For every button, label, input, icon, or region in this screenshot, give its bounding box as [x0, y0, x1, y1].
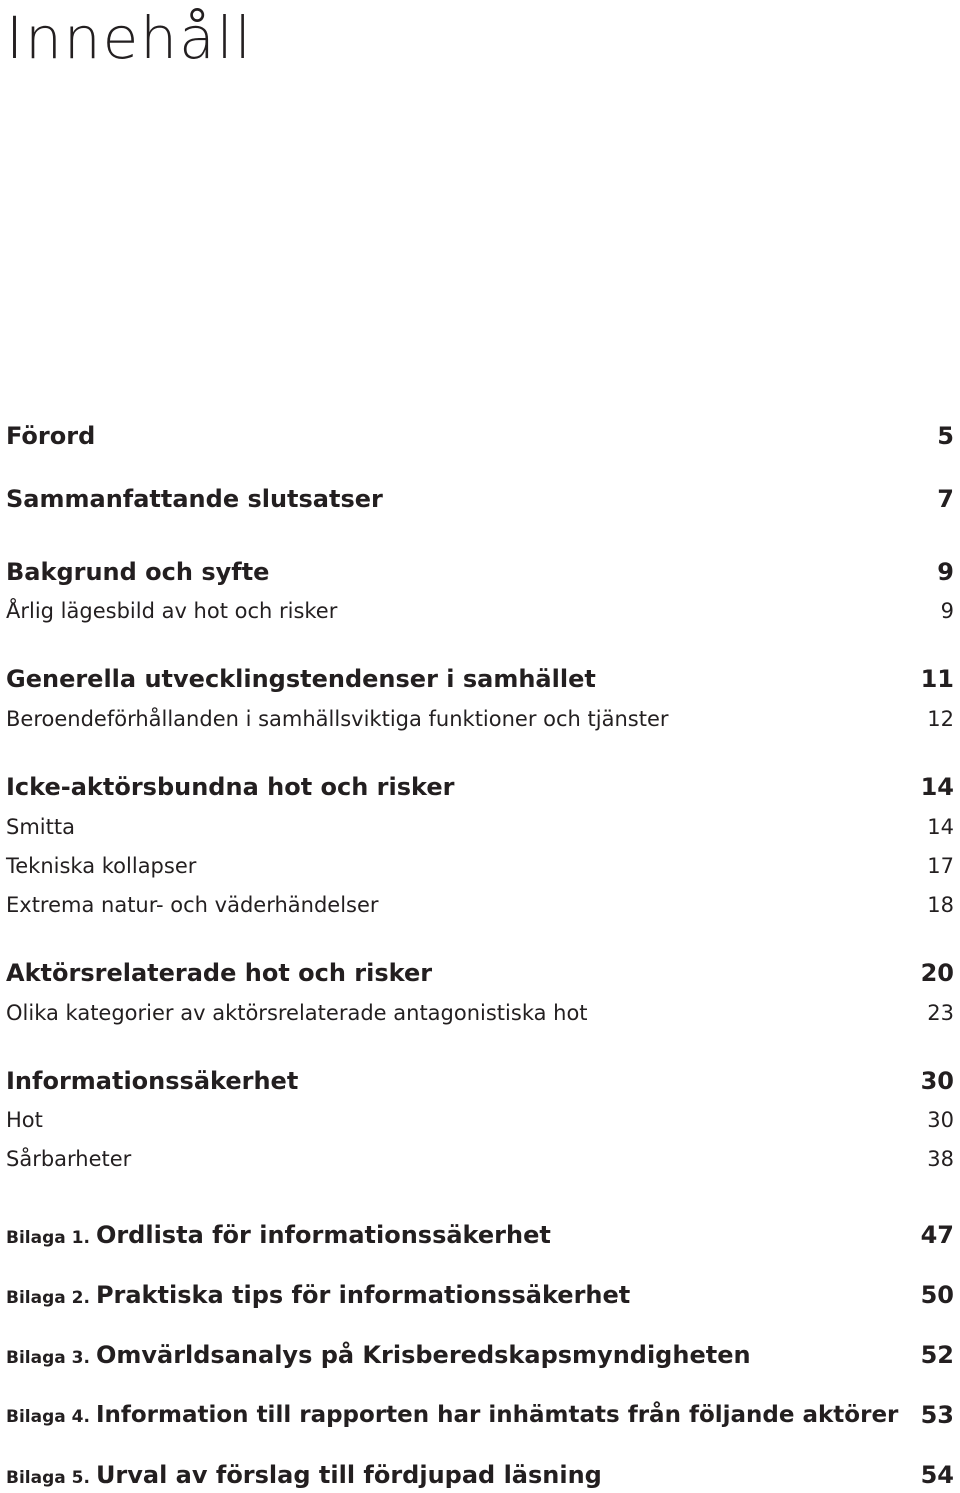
appendix-label: Urval av förslag till fördjupad läsning: [95, 1461, 602, 1489]
appendix-label: Information till rapporten har inhämtats från följande aktörer: [95, 1402, 899, 1428]
toc-entry-label: Aktörsrelaterade hot och risker: [6, 959, 433, 987]
toc-subentry-page: 18: [927, 893, 954, 917]
appendix-page: 53: [920, 1401, 954, 1429]
toc-entry-bakgrund-och-syfte[interactable]: [6, 556, 954, 588]
toc-entry-forord[interactable]: [6, 420, 954, 452]
appendix-label: Praktiska tips för informationssäkerhet: [95, 1281, 631, 1309]
toc-appendix-3[interactable]: [6, 1339, 954, 1371]
toc-entry-label: Informationssäkerhet: [6, 1067, 299, 1095]
toc-subentry-page: 9: [940, 599, 954, 623]
toc-entry-aktorsrelaterade-hot[interactable]: [6, 957, 954, 989]
toc-subentry-page: 12: [927, 707, 954, 731]
toc-entry-icke-aktorsbundna-hot[interactable]: [6, 771, 954, 803]
appendix-page: 52: [920, 1341, 954, 1369]
appendix-prefix: Bilaga 2.: [6, 1288, 90, 1308]
toc-entry-page: 5: [937, 422, 954, 450]
toc-subentry-page: 23: [927, 1001, 954, 1025]
toc-appendix-1[interactable]: [6, 1219, 954, 1251]
page-title: Innehåll: [6, 4, 253, 72]
toc-subentry-label: Olika kategorier av aktörsrelaterade antagonistiska hot: [6, 1001, 588, 1025]
appendix-prefix: Bilaga 5.: [6, 1468, 90, 1488]
appendix-label: Ordlista för informationssäkerhet: [95, 1221, 551, 1249]
toc-entry-page: 7: [937, 485, 954, 513]
toc-subentry-label: Extrema natur- och väderhändelser: [6, 893, 379, 917]
toc-subentry[interactable]: [6, 1143, 954, 1175]
toc-entry-label: Icke-aktörsbundna hot och risker: [6, 773, 455, 801]
toc-subentry-label: Hot: [6, 1108, 43, 1132]
toc-subentry-page: 14: [927, 815, 954, 839]
toc-entry-label: Förord: [6, 422, 96, 450]
toc-subentry[interactable]: [6, 889, 954, 921]
toc-appendix-4[interactable]: [6, 1399, 954, 1431]
toc-subentry[interactable]: [6, 703, 954, 735]
toc-entry-sammanfattande-slutsatser[interactable]: [6, 483, 954, 515]
toc-subentry-label: Beroendeförhållanden i samhällsviktiga funktioner och tjänster: [6, 707, 669, 731]
toc-entry-page: 11: [920, 665, 954, 693]
toc-appendix-5[interactable]: [6, 1459, 954, 1491]
toc-entry-label: Bakgrund och syfte: [6, 558, 270, 586]
toc-entry-page: 20: [920, 959, 954, 987]
toc-subentry[interactable]: [6, 850, 954, 882]
toc-subentry-label: Smitta: [6, 815, 75, 839]
toc-entry-page: 30: [920, 1067, 954, 1095]
appendix-page: 54: [920, 1461, 954, 1489]
toc-subentry-page: 38: [927, 1147, 954, 1171]
toc-entry-label: Sammanfattande slutsatser: [6, 485, 383, 513]
toc-subentry-label: Årlig lägesbild av hot och risker: [6, 599, 338, 623]
appendix-page: 50: [920, 1281, 954, 1309]
toc-entry-page: 9: [937, 558, 954, 586]
toc-subentry-page: 30: [927, 1108, 954, 1132]
appendix-page: 47: [920, 1221, 954, 1249]
appendix-prefix: Bilaga 4.: [6, 1407, 90, 1427]
toc-entry-label: Generella utvecklingstendenser i samhället: [6, 665, 596, 693]
toc-subentry[interactable]: [6, 1104, 954, 1136]
toc-subentry-label: Sårbarheter: [6, 1147, 132, 1171]
appendix-prefix: Bilaga 3.: [6, 1348, 90, 1368]
appendix-label: Omvärldsanalys på Krisberedskapsmyndigheten: [95, 1341, 751, 1369]
toc-entry-generella-utvecklingstendenser[interactable]: [6, 663, 954, 695]
toc-appendix-2[interactable]: [6, 1279, 954, 1311]
toc-subentry-label: Tekniska kollapser: [6, 854, 197, 878]
toc-subentry[interactable]: [6, 997, 954, 1029]
appendix-prefix: Bilaga 1.: [6, 1228, 90, 1248]
toc-entry-page: 14: [920, 773, 954, 801]
toc-subentry[interactable]: [6, 595, 954, 627]
toc-entry-informationssakerhet[interactable]: [6, 1065, 954, 1097]
toc-subentry-page: 17: [927, 854, 954, 878]
toc-subentry[interactable]: [6, 811, 954, 843]
